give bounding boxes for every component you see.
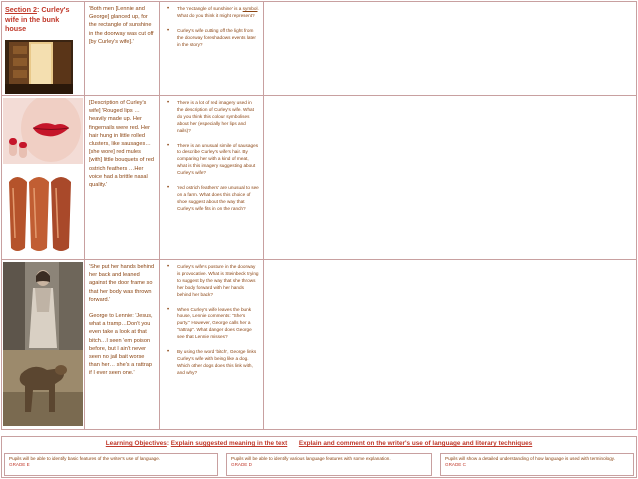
questions-cell (160, 2, 264, 96)
questions-cell (160, 260, 264, 430)
question-item: • When Curley's wife leaves the bunk house, Lennie comments: "She's purty." However, George calls her a "rattrap". What danger does George see that Lennie misses? (167, 306, 252, 340)
outcome-text: Pupils will be able to identify various language features with some explanation. (231, 456, 391, 461)
learning-objectives-footer (1, 436, 637, 478)
bunkhouse-doorway-photo (5, 40, 73, 94)
section-cell (2, 2, 85, 96)
quote-text: [Description of Curley's wife] 'Rouged lips …heavily made up. Her fingernails were red. Her hair hung in little rolled clusters, like sausages…[she wore] red mules [with] little bouquets of red ostrich feathers …Her voice had a brittle nasal quality.' (89, 100, 154, 189)
question-item: • The 'rectangle of sunshine' is a symbol. What do you think it might represent? (167, 6, 259, 18)
outcome-grade: GRADE C (445, 462, 466, 468)
outcome-grade: GRADE E (9, 462, 30, 468)
quote-cell (85, 2, 160, 96)
section-title-rest: : Curley's wife in the bunk house (5, 5, 70, 33)
question-text: Curley's wife cutting off the light from the doorway foreshadows events later in the story? (177, 27, 256, 47)
outcome-box-grade-e (4, 453, 218, 476)
section-title (2, 2, 84, 37)
answer-cell[interactable] (264, 2, 637, 96)
question-item: • 'red ostrich feathers' are unusual to see on a farm. What does this choice of shoe suggest about the way that Curley's wife fits in on the ranch? (167, 185, 259, 211)
table-row (2, 2, 637, 96)
outcome-text: Pupils will be able to identify basic features of the writer's use of language. (9, 456, 161, 461)
question-text: By using the word 'bitch', George links Curley's wife with being like a dog. Which other dogs does this link with, and why? (177, 349, 257, 375)
question-keyword: symbol (242, 6, 258, 11)
question-text-end: . What do you think it might represent? (177, 6, 259, 18)
quote-cell (85, 260, 160, 430)
question-text: When Curley's wife leaves the bunk house, Lennie comments: "She's purty." However, George calls her a "rattrap". What danger does George see that Lennie misses? (177, 306, 252, 340)
objective-1: Explain suggested meaning in the text (170, 440, 288, 447)
quote-text: 'She put her hands behind her back and leaned against the door frame so that her body was thrown forward.' (89, 264, 155, 303)
question-text: 'red ostrich feathers' are unusual to see on a farm. What does this choice of shoe suggest about the way that Curley's wife fits in on the ranch? (177, 185, 259, 211)
table-row (2, 96, 637, 260)
red-lips-and-sausages-photos (3, 98, 83, 256)
outcome-box-grade-c (440, 453, 634, 476)
table-row (2, 260, 637, 430)
analysis-table (1, 1, 637, 430)
outcome-text: Pupils will show a detailed understanding of how language is used with terminology. (445, 456, 615, 461)
quote-cell (85, 96, 160, 260)
learning-objectives-heading: Learning Objectives: Explain suggested meaning in the text Explain and comment on the writer's use of language and literary techniques (105, 440, 533, 447)
learning-objectives-label: Learning Objectives (105, 440, 167, 447)
quote-text: 'Both men [Lennie and George] glanced up, for the rectangle of sunshine in the doorway was cut off [by Curley's wife].' (89, 6, 154, 45)
image-cell (2, 96, 85, 260)
question-item: • Curley's wife's posture in the doorway is provocative. What is Steinbeck trying to suggest by the way that she throws her body forward with her hands behind her back? (167, 264, 259, 297)
question-text: Curley's wife's posture in the doorway is provocative. What is Steinbeck trying to suggest by the way that she throws her body forward with her hands behind her back? (177, 264, 259, 297)
objective-2: Explain and comment on the writer's use of language and literary techniques (298, 440, 533, 447)
question-text: There is a lot of red imagery used in the description of Curley's wife. What do you think this colour symbolises about her (especially her lips and nails)? (177, 100, 254, 133)
questions-cell (160, 96, 264, 260)
quote-text: George to Lennie: 'Jesus, what a tramp…Don't you even take a look at that bitch…I seen 'em poison before, but I ain't never seen no jail bait worse than her… she's a rattrap if I ever seen one.' (89, 313, 153, 377)
outcome-box-grade-d (226, 453, 432, 476)
question-text: There is an unusual simile of sausages to describe Curley's wife's hair. By comparing her with a kind of meat, what is this imagery suggesting about Curley's wife? (177, 142, 259, 176)
outcome-grade: GRADE D (231, 462, 252, 468)
question-item: • There is an unusual simile of sausages to describe Curley's wife's hair. By comparing her with a kind of meat, what is this imagery suggesting about Curley's wife? (167, 142, 259, 176)
section-title-prefix: Section 2 (5, 5, 37, 14)
question-item: • There is a lot of red imagery used in the description of Curley's wife. What do you think this colour symbolises about her (especially her lips and nails)? (167, 100, 254, 133)
answer-cell[interactable] (264, 260, 637, 430)
question-item: • Curley's wife cutting off the light from the doorway foreshadows events later in the story? (167, 27, 256, 47)
question-text: The 'rectangle of sunshine' is a (177, 6, 243, 11)
question-item: • By using the word 'bitch', George links Curley's wife with being like a dog. Which other dogs does this link with, and why? (167, 349, 257, 375)
woman-in-doorway-and-dog-photos (3, 262, 83, 426)
answer-cell[interactable] (264, 96, 637, 260)
image-cell (2, 260, 85, 430)
